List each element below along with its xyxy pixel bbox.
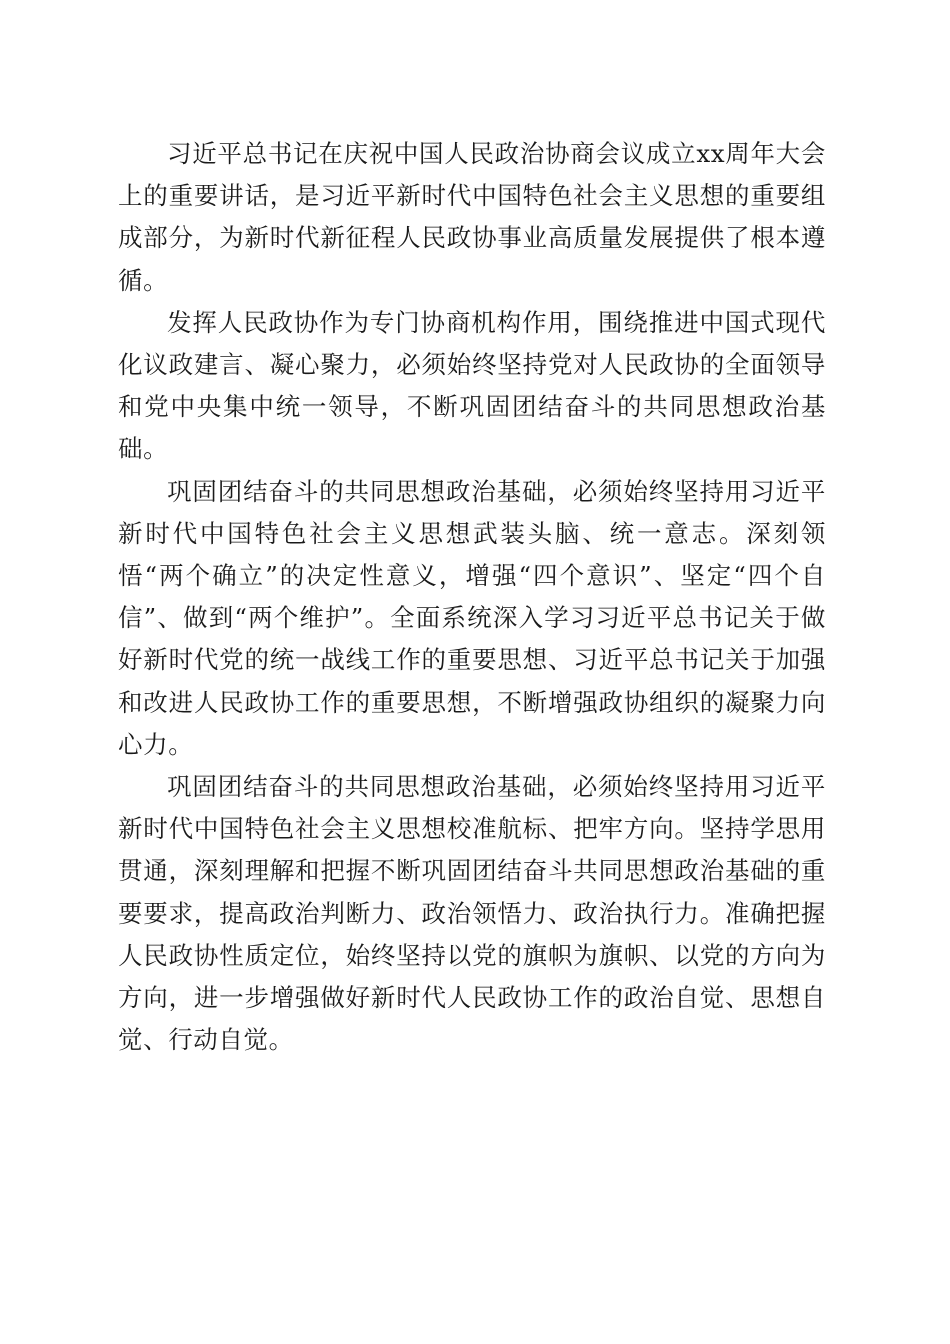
paragraph-3: 巩固团结奋斗的共同思想政治基础，必须始终坚持用习近平新时代中国特色社会主义思想武装头脑、统一意志。深刻领悟“两个确立”的决定性意义，增强“四个意识”、坚定“四个自信”、做到“两个维护”。全面系统深入学习习近平总书记关于做好新时代党的统一战线工作的重要思想、习近平总书记关于加强和改进人民政协工作的重要思想，不断增强政协组织的凝聚力向心力。 bbox=[118, 476, 826, 759]
paragraph-1: 习近平总书记在庆祝中国人民政治协商会议成立xx周年大会上的重要讲话，是习近平新时代中国特色社会主义思想的重要组成部分，为新时代新征程人民政协事业高质量发展提供了根本遵循。 bbox=[118, 139, 826, 295]
paragraph-4: 巩固团结奋斗的共同思想政治基础，必须始终坚持用习近平新时代中国特色社会主义思想校准航标、把牢方向。坚持学思用贯通，深刻理解和把握不断巩固团结奋斗共同思想政治基础的重要要求，提高政治判断力、政治领悟力、政治执行力。准确把握人民政协性质定位，始终坚持以党的旗帜为旗帜、以党的方向为方向，进一步增强做好新时代人民政协工作的政治自觉、思想自觉、行动自觉。 bbox=[118, 772, 826, 1055]
document-body bbox=[118, 133, 826, 1061]
paragraph-2: 发挥人民政协作为专门协商机构作用，围绕推进中国式现代化议政建言、凝心聚力，必须始终坚持党对人民政协的全面领导和党中央集中统一领导，不断巩固团结奋斗的共同思想政治基础。 bbox=[118, 307, 826, 464]
